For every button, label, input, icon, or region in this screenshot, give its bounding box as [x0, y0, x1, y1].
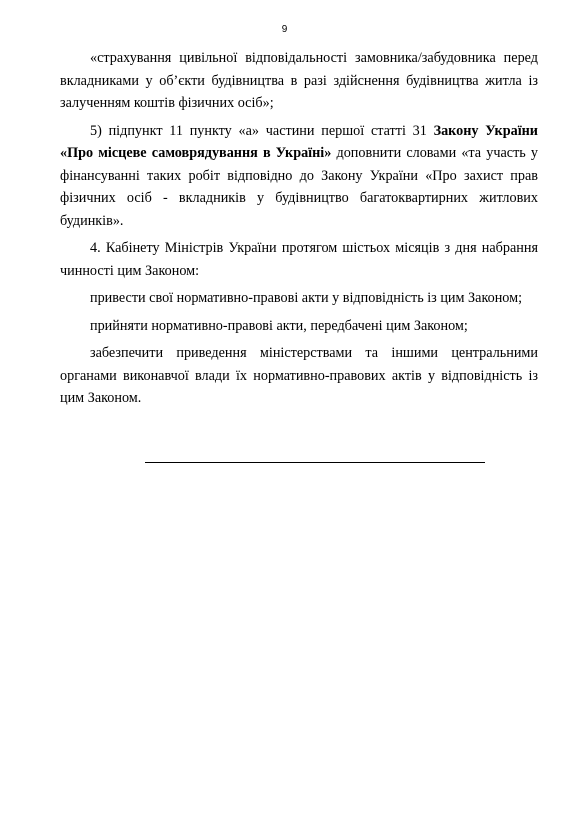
paragraph-adopt-acts: прийняти нормативно-правові акти, передбачені цим Законом; — [90, 317, 468, 334]
page-number: 9 — [281, 24, 288, 35]
paragraph-insurance-clause: «страхування цивільної відповідальності замовника/забудовника перед вкладниками у об’єкти будівництва в разі здійснення будівництва житла із залученням коштів фізичних осіб»; — [60, 50, 538, 111]
paragraph-ensure-compliance: забезпечити приведення міністерствами та іншими центральними органами виконавчої влади їх нормативно-правових актів у відповідність із цим Законом. — [60, 345, 538, 406]
paragraph-cabinet-instruction: 4. Кабінету Міністрів України протягом шістьох місяців з дня набрання чинності цим Законом: — [60, 240, 538, 279]
subclause-5-addition: доповнити словами «та участь у фінансуванні таких робіт відповідно до Закону України «Про захист прав фізичних осіб - вкладників у будівництво багатоквартирних житлових будинків». — [60, 145, 538, 229]
paragraph-subclause-5 — [60, 120, 538, 233]
paragraph-bring-acts: привести свої нормативно-правові акти у відповідність із цим Законом; — [90, 290, 523, 306]
subclause-5-intro: 5) підпункт 11 пункту «а» частини першої статті 31 — [90, 122, 434, 139]
document-body — [60, 47, 538, 415]
end-of-document-rule — [145, 462, 485, 463]
law-title-local-government: Закону України «Про місцеве самоврядування в Україні» — [60, 122, 538, 161]
